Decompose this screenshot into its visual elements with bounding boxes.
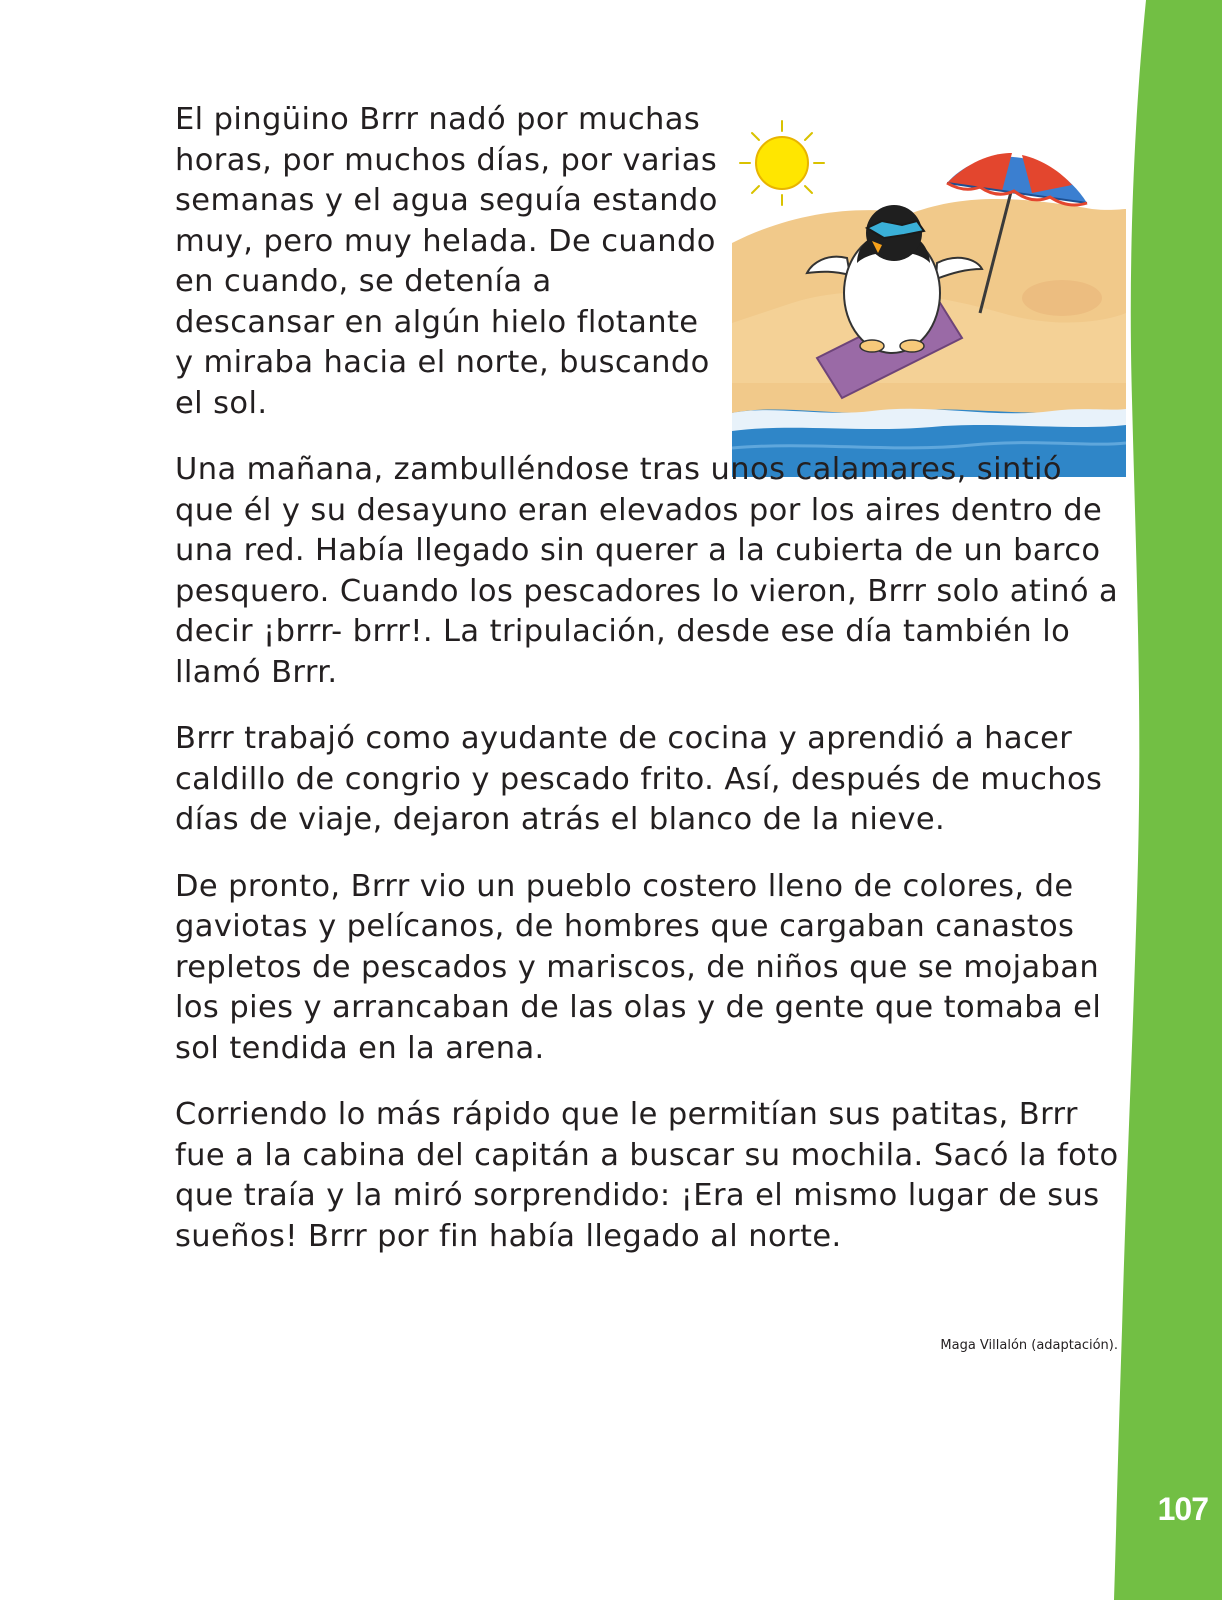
illustration-space [720,100,1142,435]
page-number: 107 [1157,1491,1208,1527]
paragraph: Una mañana, zambulléndose tras unos calamares, sintió que él y su desayuno eran elevados por los aires dentro de una red. Había llegado sin querer a la cubierta de un barco pesquero. Cuando los pescadores lo vieron, Brrr solo atinó a decir ¡brrr- brrr!. La tripulación, desde ese día también lo llamó Brrr. [175,452,1119,690]
author-credit: Maga Villalón (adaptación). [940,1338,1118,1353]
paragraph: De pronto, Brrr vio un pueblo costero lleno de colores, de gaviotas y pelícanos, de hombres que cargaban canastos repletos de pescados y mariscos, de niños que se mojaban los pies y arrancaban de las olas y de gente que tomaba el sol tendida en la arena. [175,868,1102,1066]
paragraph: El pingüino Brrr nadó por muchas horas, por muchos días, por varias semanas y el agua seguía estando muy, pero muy helada. De cuando en cuando, se detenía a descansar en algún hielo flotante y miraba hacia el norte, buscando el sol. [175,102,718,421]
paragraph: Corriendo lo más rápido que le permitían sus patitas, Brrr fue a la cabina del capitán a buscar su mochila. Sacó la foto que traía y la miró sorprendido: ¡Era el mismo lugar de sus sueños! Brrr por fin había llegado al norte. [175,1097,1119,1254]
story-text [175,100,1130,1283]
paragraph: Brrr trabajó como ayudante de cocina y aprendió a hacer caldillo de congrio y pescado frito. Así, después de muchos días de viaje, dejaron atrás el blanco de la nieve. [175,721,1103,837]
